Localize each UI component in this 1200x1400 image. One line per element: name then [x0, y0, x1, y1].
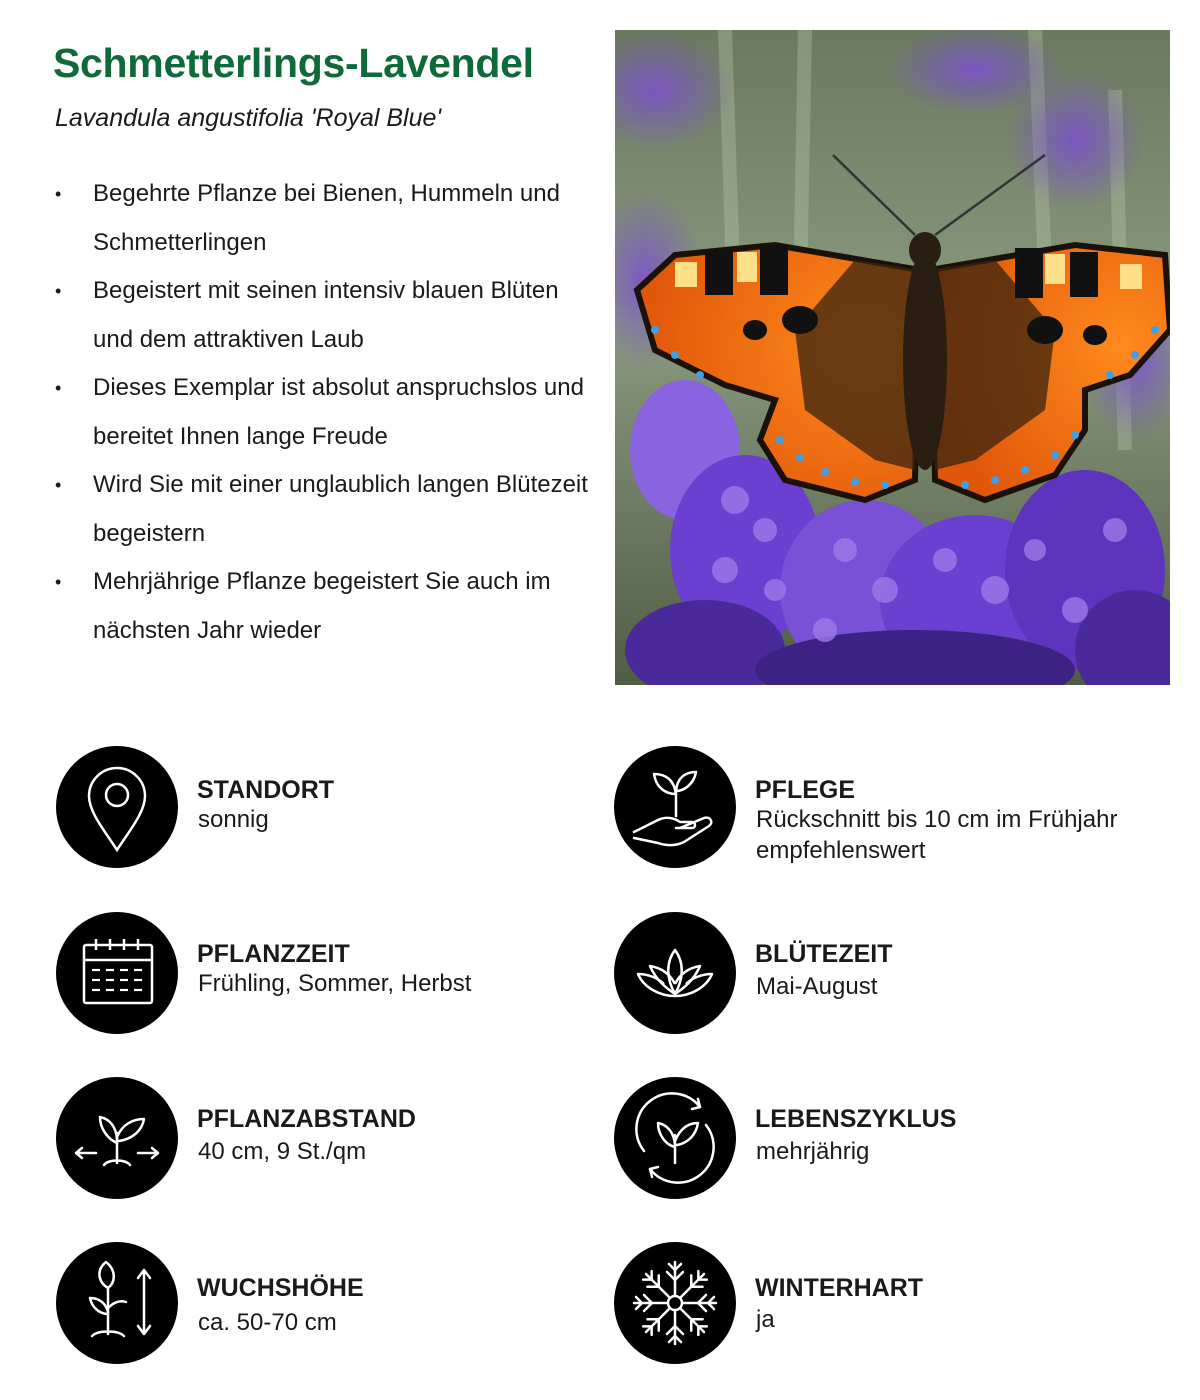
butterfly-on-lavender-photo: [615, 30, 1170, 685]
feature-label: PFLEGE: [755, 776, 856, 804]
feature-label: LEBENSZYKLUS: [755, 1105, 957, 1133]
scientific-name: Lavandula angustifolia 'Royal Blue': [55, 104, 442, 132]
snowflake-icon: [614, 1242, 736, 1364]
feature-label: BLÜTEZEIT: [755, 940, 893, 968]
lotus-flower-icon: [614, 912, 736, 1034]
feature-value: Mai-August: [756, 973, 878, 1000]
feature-value: sonnig: [198, 806, 269, 833]
feature-label: WUCHSHÖHE: [197, 1274, 364, 1302]
feature-value: 40 cm, 9 St./qm: [198, 1138, 367, 1165]
height-sprout-icon: [56, 1242, 178, 1364]
cycle-sprout-icon: [614, 1077, 736, 1199]
feature-value: ja: [756, 1306, 775, 1333]
page-title: Schmetterlings-Lavendel: [53, 40, 534, 86]
feature-value: ca. 50-70 cm: [198, 1309, 337, 1336]
bullet-item: • Wird Sie mit einer unglaublich langen Blütezeit begeistern: [55, 461, 595, 558]
feature-bullet-list: [55, 170, 595, 655]
bullet-item: • Mehrjährige Pflanze begeistert Sie auch im nächsten Jahr wieder: [55, 558, 595, 655]
feature-label: WINTERHART: [755, 1274, 924, 1302]
bullet-item: • Begeistert mit seinen intensiv blauen Blüten und dem attraktiven Laub: [55, 267, 595, 364]
bullet-item: • Dieses Exemplar ist absolut anspruchslos und bereitet Ihnen lange Freude: [55, 364, 595, 461]
feature-value: mehrjährig: [756, 1138, 870, 1165]
feature-value: Frühling, Sommer, Herbst: [198, 970, 472, 997]
location-pin-icon: [56, 746, 178, 868]
spacing-sprout-icon: [56, 1077, 178, 1199]
feature-label: STANDORT: [197, 776, 335, 804]
feature-label: PFLANZZEIT: [197, 940, 350, 968]
calendar-icon: [56, 912, 178, 1034]
bullet-item: • Begehrte Pflanze bei Bienen, Hummeln und Schmetterlingen: [55, 170, 595, 267]
hand-seedling-icon: [614, 746, 736, 868]
feature-value: Rückschnitt bis 10 cm im Frühjahr empfehlenswert: [756, 806, 1118, 864]
feature-label: PFLANZABSTAND: [197, 1105, 416, 1133]
